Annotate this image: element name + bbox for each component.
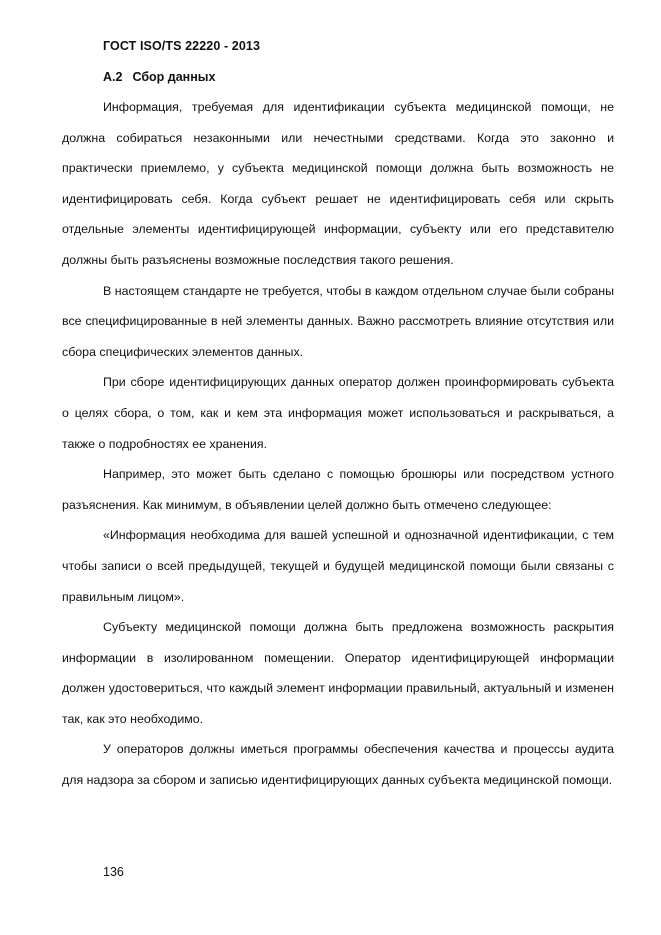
paragraph: Например, это может быть сделано с помощью брошюры или посредством устного разъяснения. Как минимум, в объявлении целей должно быть отмечено следующее: [62,467,614,512]
paragraph: У операторов должны иметься программы обеспечения качества и процессы аудита для надзора за сбором и записью идентифицирующих данных субъекта медицинской помощи. [62,742,614,788]
section-heading [103,70,215,84]
section-number: А.2 [103,70,123,84]
page-number: 136 [103,865,124,879]
paragraph: Информация, требуемая для идентификации субъекта медицинской помощи, не должна собираться незаконными или нечестными средствами. Когда это законно и практически приемлемо, у субъекта медицинской помощи должна быть возможность не идентифицировать себя. Когда субъект решает не идентифицировать себя или скрыть отдельные элементы идентифицирующей информации, субъекту или его представителю должны быть разъяснены возможные последствия такого решения. [62,100,614,267]
document-header: ГОСТ ISO/TS 22220 - 2013 [103,39,260,53]
section-title: Сбор данных [132,70,216,84]
body-text [62,92,614,796]
paragraph: Субъекту медицинской помощи должна быть предложена возможность раскрытия информации в изолированном помещении. Оператор идентифицирующей информации должен удостовериться, что каждый элемент информации правильный, актуальный и изменен так, как это необходимо. [62,620,614,726]
paragraph: При сборе идентифицирующих данных оператор должен проинформировать субъекта о целях сбора, о том, как и кем эта информация может использоваться и раскрываться, а также о подробностях ее хранения. [62,375,614,451]
quote-paragraph: «Информация необходима для вашей успешной и однозначной идентификации, с тем чтобы записи о всей предыдущей, текущей и будущей медицинской помощи были связаны с правильным лицом». [62,528,614,604]
paragraph: В настоящем стандарте не требуется, чтобы в каждом отдельном случае были собраны все специфицированные в ней элементы данных. Важно рассмотреть влияние отсутствия или сбора специфических элементов данных. [62,283,614,359]
